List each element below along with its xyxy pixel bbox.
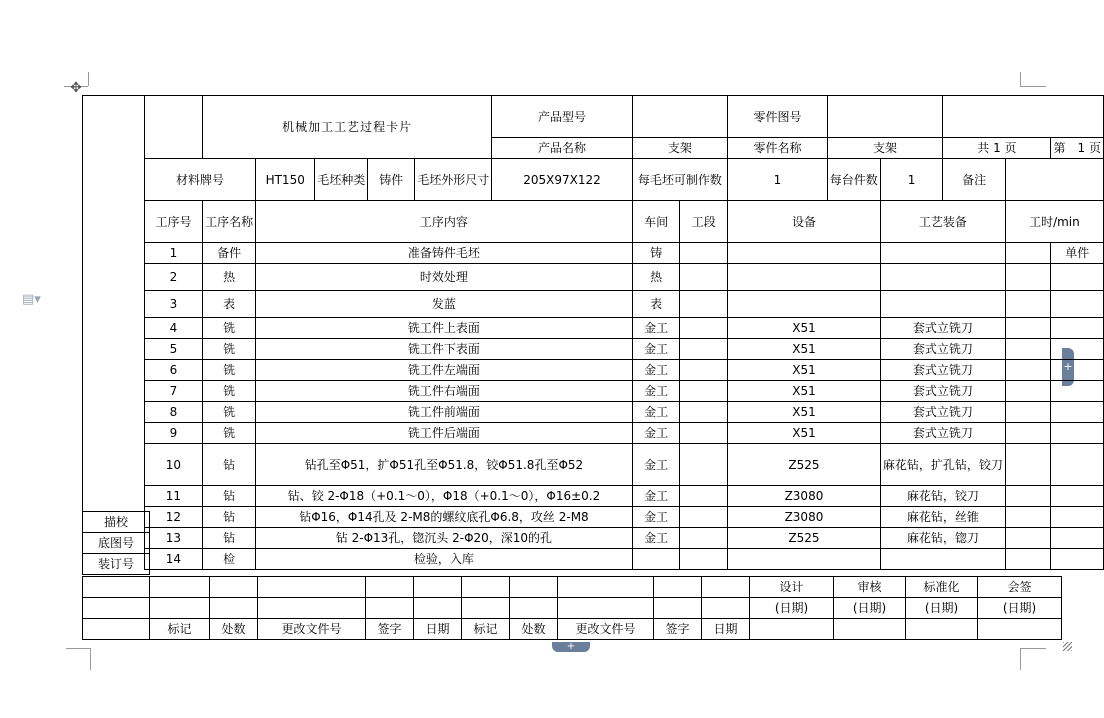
- op-tooling[interactable]: [880, 264, 1005, 291]
- change-cell[interactable]: [210, 577, 258, 598]
- op-equipment[interactable]: Z525: [728, 528, 881, 549]
- op-tooling[interactable]: 套式立铣刀: [880, 381, 1005, 402]
- op-content[interactable]: 铣工件下表面: [256, 339, 633, 360]
- signoff-review-label: 审核: [834, 577, 906, 598]
- left-binding-column: [83, 96, 145, 570]
- op-section[interactable]: [680, 507, 728, 528]
- footer-change-doc-no-label-2: 更改文件号: [558, 619, 654, 640]
- op-time-blank[interactable]: [1005, 402, 1051, 423]
- op-workshop: 铸: [632, 243, 680, 264]
- op-no: 2: [144, 264, 202, 291]
- blank-size-value[interactable]: 205X97X122: [492, 159, 633, 201]
- op-tooling[interactable]: [880, 291, 1005, 318]
- margin-mark-top-right-v: [1020, 72, 1021, 86]
- part-name-label: 零件名称: [728, 138, 828, 159]
- product-model-value[interactable]: [632, 96, 727, 138]
- op-section[interactable]: [680, 381, 728, 402]
- signoff-design-label: 设计: [750, 577, 834, 598]
- change-cell[interactable]: [702, 577, 750, 598]
- change-cell[interactable]: [510, 598, 558, 619]
- table-move-handle-icon[interactable]: ✥: [70, 80, 82, 96]
- op-name: 铣: [203, 339, 256, 360]
- op-tooling[interactable]: 套式立铣刀: [880, 402, 1005, 423]
- op-tooling[interactable]: [880, 549, 1005, 570]
- signoff-standardize-date: (日期): [906, 598, 978, 619]
- op-content[interactable]: 准备铸件毛坯: [256, 243, 633, 264]
- op-section[interactable]: [680, 486, 728, 507]
- op-content[interactable]: 铣工件前端面: [256, 402, 633, 423]
- signoff-countersign-label: 会签: [978, 577, 1062, 598]
- op-equipment[interactable]: Z3080: [728, 486, 881, 507]
- footer-signoff-blank[interactable]: [834, 619, 906, 640]
- change-cell[interactable]: [366, 577, 414, 598]
- op-unit-time[interactable]: [1051, 339, 1104, 360]
- footer-change-doc-no-label: 更改文件号: [258, 619, 366, 640]
- op-name: 检: [203, 549, 256, 570]
- blank-type-label: 毛坯种类: [315, 159, 368, 201]
- op-no: 12: [144, 507, 202, 528]
- op-unit-time[interactable]: [1051, 402, 1104, 423]
- col-header-workshop: 车间: [632, 201, 680, 243]
- change-cell[interactable]: [462, 598, 510, 619]
- op-unit-time[interactable]: [1051, 486, 1104, 507]
- op-equipment[interactable]: X51: [728, 402, 881, 423]
- pieces-per-unit-label: 每台件数: [827, 159, 880, 201]
- change-cell[interactable]: [414, 577, 462, 598]
- op-time-blank[interactable]: [1005, 549, 1051, 570]
- total-pages: 共 1 页: [943, 138, 1051, 159]
- footer-signoff-blank[interactable]: [906, 619, 978, 640]
- margin-mark-bottom-right-h: [1020, 648, 1046, 649]
- op-no: 11: [144, 486, 202, 507]
- op-time-blank[interactable]: [1005, 360, 1051, 381]
- op-workshop: 金工: [632, 444, 680, 486]
- part-name-value[interactable]: 支架: [827, 138, 943, 159]
- op-section[interactable]: [680, 264, 728, 291]
- change-cell[interactable]: [510, 577, 558, 598]
- op-name: 铣: [203, 381, 256, 402]
- side-label-binding-no: 装订号: [83, 554, 150, 575]
- op-name: 铣: [203, 318, 256, 339]
- op-workshop: 金工: [632, 339, 680, 360]
- op-content[interactable]: 铣工件右端面: [256, 381, 633, 402]
- pieces-per-blank-label: 每毛坯可制作数: [632, 159, 727, 201]
- side-labels-table: [82, 511, 150, 575]
- op-time-blank[interactable]: [1005, 528, 1051, 549]
- op-time-blank[interactable]: [1005, 264, 1051, 291]
- op-content[interactable]: 钻、铰 2-Φ18（+0.1～0），Φ18（+0.1～0），Φ16±0.2: [256, 486, 633, 507]
- op-content[interactable]: 检验，入库: [256, 549, 633, 570]
- op-equipment[interactable]: [728, 549, 881, 570]
- side-label-base-drawing-no: 底图号: [83, 533, 150, 554]
- op-workshop: 金工: [632, 507, 680, 528]
- op-time-blank[interactable]: [1005, 339, 1051, 360]
- op-section[interactable]: [680, 243, 728, 264]
- op-equipment[interactable]: [728, 264, 881, 291]
- op-no: 7: [144, 381, 202, 402]
- op-content[interactable]: 钻 2-Φ13孔，锪沉头 2-Φ20，深10的孔: [256, 528, 633, 549]
- op-section[interactable]: [680, 549, 728, 570]
- op-time-blank[interactable]: [1005, 444, 1051, 486]
- footer-date-label: 日期: [414, 619, 462, 640]
- pieces-per-blank-value[interactable]: 1: [728, 159, 828, 201]
- col-header-section: 工段: [680, 201, 728, 243]
- footer-signoff-blank[interactable]: [750, 619, 834, 640]
- op-tooling[interactable]: 麻花钻，铰刀: [880, 486, 1005, 507]
- op-no: 13: [144, 528, 202, 549]
- op-name: 铣: [203, 402, 256, 423]
- col-header-op-name: 工序名称: [203, 201, 256, 243]
- op-workshop: 金工: [632, 360, 680, 381]
- header-blank-cell[interactable]: [943, 96, 1104, 138]
- op-no: 1: [144, 243, 202, 264]
- op-time-blank[interactable]: [1005, 291, 1051, 318]
- margin-mark-bottom-right-v: [1020, 648, 1021, 670]
- op-unit-time[interactable]: [1051, 528, 1104, 549]
- op-no: 4: [144, 318, 202, 339]
- op-unit-time[interactable]: [1051, 360, 1104, 381]
- margin-mark-bottom-left-h: [66, 648, 90, 649]
- op-time-blank[interactable]: [1005, 486, 1051, 507]
- signoff-review-date: (日期): [834, 598, 906, 619]
- product-name-value[interactable]: 支架: [632, 138, 727, 159]
- product-name-label: 产品名称: [492, 138, 633, 159]
- op-unit-time[interactable]: [1051, 291, 1104, 318]
- op-no: 6: [144, 360, 202, 381]
- footer-mark-label: 标记: [150, 619, 210, 640]
- material-grade-value[interactable]: HT150: [256, 159, 315, 201]
- op-section[interactable]: [680, 318, 728, 339]
- op-equipment[interactable]: [728, 291, 881, 318]
- col-header-work-time: 工时/min: [1005, 201, 1103, 243]
- op-unit-time[interactable]: [1051, 264, 1104, 291]
- op-no: 8: [144, 402, 202, 423]
- op-workshop: 金工: [632, 381, 680, 402]
- col-header-tooling: 工艺装备: [880, 201, 1005, 243]
- footer-blank[interactable]: [83, 619, 150, 640]
- footer-mark-label-2: 标记: [462, 619, 510, 640]
- footer-signoff-blank[interactable]: [978, 619, 1062, 640]
- change-cell[interactable]: [414, 598, 462, 619]
- op-content[interactable]: 钻孔至Φ51，扩Φ51孔至Φ51.8，铰Φ51.8孔至Φ52: [256, 444, 633, 486]
- op-workshop: 金工: [632, 486, 680, 507]
- op-unit-time[interactable]: [1051, 549, 1104, 570]
- op-time-blank[interactable]: [1005, 423, 1051, 444]
- side-label-trace: 描校: [83, 512, 150, 533]
- signoff-table: [82, 576, 1062, 640]
- op-content[interactable]: 时效处理: [256, 264, 633, 291]
- op-unit-time[interactable]: [1051, 423, 1104, 444]
- change-cell[interactable]: [654, 577, 702, 598]
- change-cell[interactable]: [210, 598, 258, 619]
- op-unit-time[interactable]: [1051, 318, 1104, 339]
- footer-signature-label-2: 签字: [654, 619, 702, 640]
- margin-mark-top-left-v: [88, 72, 89, 86]
- op-tooling[interactable]: 套式立铣刀: [880, 423, 1005, 444]
- op-name: 钻: [203, 528, 256, 549]
- add-column-button[interactable]: +: [1062, 348, 1074, 386]
- op-section[interactable]: [680, 339, 728, 360]
- op-section[interactable]: [680, 423, 728, 444]
- logo-cell[interactable]: [144, 96, 202, 159]
- change-cell[interactable]: [558, 598, 654, 619]
- op-equipment[interactable]: Z3080: [728, 507, 881, 528]
- op-name: 备件: [203, 243, 256, 264]
- document-options-icon[interactable]: ▤▾: [22, 292, 41, 307]
- op-name: 铣: [203, 423, 256, 444]
- col-header-op-content: 工序内容: [256, 201, 633, 243]
- op-content[interactable]: 铣工件后端面: [256, 423, 633, 444]
- add-row-button[interactable]: +: [552, 642, 590, 652]
- op-name: 表: [203, 291, 256, 318]
- op-unit-time[interactable]: [1051, 381, 1104, 402]
- change-cell[interactable]: [150, 577, 210, 598]
- change-cell[interactable]: [258, 598, 366, 619]
- op-content[interactable]: 发蓝: [256, 291, 633, 318]
- op-section[interactable]: [680, 528, 728, 549]
- change-cell[interactable]: [654, 598, 702, 619]
- op-unit-time[interactable]: [1051, 444, 1104, 486]
- op-no: 3: [144, 291, 202, 318]
- op-name: 钻: [203, 444, 256, 486]
- product-model-label: 产品型号: [492, 96, 633, 138]
- op-tooling[interactable]: [880, 243, 1005, 264]
- op-workshop: 金工: [632, 423, 680, 444]
- card-title: 机械加工工艺过程卡片: [203, 96, 492, 159]
- process-card-table: [82, 95, 1104, 570]
- op-time-blank[interactable]: [1005, 318, 1051, 339]
- change-cell[interactable]: [702, 598, 750, 619]
- op-section[interactable]: [680, 291, 728, 318]
- op-no: 5: [144, 339, 202, 360]
- op-content[interactable]: 钻Φ16，Φ14孔及 2-M8的螺纹底孔Φ6.8，攻丝 2-M8: [256, 507, 633, 528]
- op-time-blank[interactable]: [1005, 243, 1051, 264]
- op-content[interactable]: 铣工件左端面: [256, 360, 633, 381]
- op-equipment[interactable]: X51: [728, 423, 881, 444]
- op-equipment[interactable]: X51: [728, 318, 881, 339]
- op-equipment[interactable]: X51: [728, 381, 881, 402]
- op-tooling[interactable]: 麻花钻，锪刀: [880, 528, 1005, 549]
- footer-location-label: 处数: [210, 619, 258, 640]
- op-tooling[interactable]: 麻花钻，丝锥: [880, 507, 1005, 528]
- op-equipment[interactable]: X51: [728, 339, 881, 360]
- op-no: 10: [144, 444, 202, 486]
- op-name: 铣: [203, 360, 256, 381]
- op-workshop: [632, 549, 680, 570]
- op-section[interactable]: [680, 360, 728, 381]
- op-section[interactable]: [680, 402, 728, 423]
- material-grade-label: 材料牌号: [144, 159, 255, 201]
- op-workshop: 表: [632, 291, 680, 318]
- change-cell[interactable]: [462, 577, 510, 598]
- table-resize-handle-icon[interactable]: [1063, 642, 1072, 651]
- page-number: 第 1 页: [1051, 138, 1104, 159]
- op-time-blank[interactable]: [1005, 507, 1051, 528]
- op-workshop: 金工: [632, 402, 680, 423]
- blank-size-label: 毛坯外形尺寸: [415, 159, 492, 201]
- op-tooling[interactable]: 套式立铣刀: [880, 339, 1005, 360]
- op-name: 热: [203, 264, 256, 291]
- op-workshop: 热: [632, 264, 680, 291]
- op-no: 9: [144, 423, 202, 444]
- signoff-countersign-date: (日期): [978, 598, 1062, 619]
- op-tooling[interactable]: 麻花钻，扩孔钻，铰刀: [880, 444, 1005, 486]
- signoff-standardize-label: 标准化: [906, 577, 978, 598]
- op-equipment[interactable]: Z525: [728, 444, 881, 486]
- unit-time-label: 单件: [1051, 243, 1104, 264]
- op-tooling[interactable]: 套式立铣刀: [880, 318, 1005, 339]
- part-drawing-no-value[interactable]: [827, 96, 943, 138]
- col-header-equipment: 设备: [728, 201, 881, 243]
- change-cell[interactable]: [558, 577, 654, 598]
- op-equipment[interactable]: [728, 243, 881, 264]
- remarks-label: 备注: [943, 159, 1006, 201]
- op-name: 钻: [203, 507, 256, 528]
- margin-mark-top-right-h: [1020, 86, 1046, 87]
- margin-mark-bottom-left-v: [90, 648, 91, 670]
- op-section[interactable]: [680, 444, 728, 486]
- footer-location-label-2: 处数: [510, 619, 558, 640]
- change-cell[interactable]: [83, 577, 150, 598]
- blank-type-value[interactable]: 铸件: [368, 159, 415, 201]
- change-cell[interactable]: [366, 598, 414, 619]
- change-cell[interactable]: [83, 598, 150, 619]
- remarks-value[interactable]: [1005, 159, 1103, 201]
- op-name: 钻: [203, 486, 256, 507]
- footer-date-label-2: 日期: [702, 619, 750, 640]
- op-content[interactable]: 铣工件上表面: [256, 318, 633, 339]
- op-workshop: 金工: [632, 528, 680, 549]
- col-header-op-no: 工序号: [144, 201, 202, 243]
- op-equipment[interactable]: X51: [728, 360, 881, 381]
- op-unit-time[interactable]: [1051, 507, 1104, 528]
- pieces-per-unit-value[interactable]: 1: [880, 159, 943, 201]
- op-time-blank[interactable]: [1005, 381, 1051, 402]
- signoff-design-date: (日期): [750, 598, 834, 619]
- op-tooling[interactable]: 套式立铣刀: [880, 360, 1005, 381]
- change-cell[interactable]: [258, 577, 366, 598]
- footer-signature-label: 签字: [366, 619, 414, 640]
- op-workshop: 金工: [632, 318, 680, 339]
- change-cell[interactable]: [150, 598, 210, 619]
- part-drawing-no-label: 零件图号: [728, 96, 828, 138]
- op-no: 14: [144, 549, 202, 570]
